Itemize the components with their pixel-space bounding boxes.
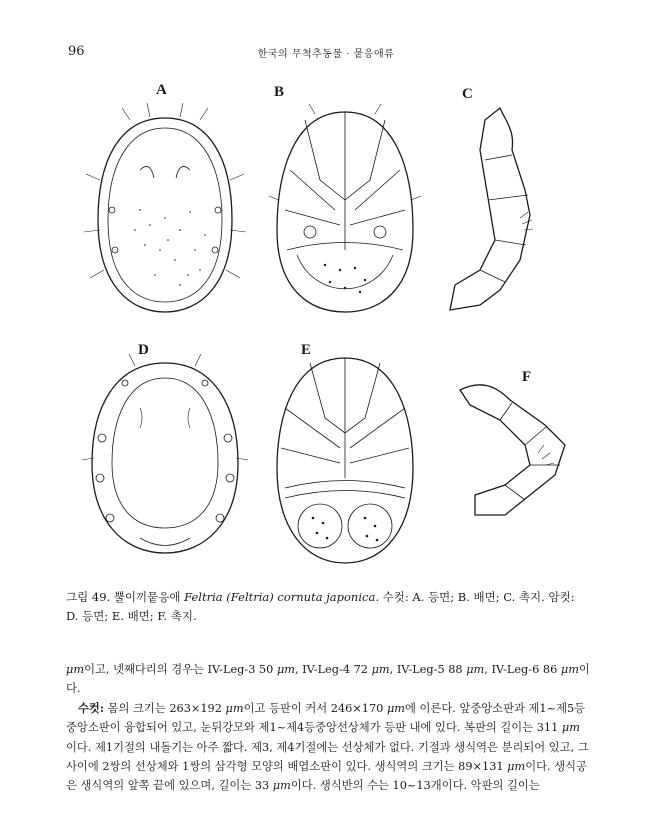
panel-label-f: F: [522, 369, 532, 385]
unit: μm: [561, 721, 580, 735]
caption-subgenus: (Feltria) cornuta japonica: [226, 590, 376, 604]
panel-d: [80, 342, 250, 573]
figure-f-palp-female: [450, 365, 580, 525]
text-span: , IV-Leg-6 86: [484, 663, 561, 676]
figure-c-palp-male: [440, 100, 550, 325]
panel-f: [450, 365, 580, 525]
panel-label-a: A: [156, 82, 167, 98]
unit: μm: [272, 779, 291, 793]
unit: μm: [225, 701, 244, 715]
text-span: 이다. 생식공은 생식역의 앞쪽 끝에 있으며, 길이는 33: [66, 760, 587, 793]
caption-genus: Feltria: [184, 590, 223, 604]
unit: μm: [466, 663, 485, 676]
caption-prefix: 그림 49. 뿔이끼뭍응애: [66, 590, 185, 604]
figure-caption: [66, 588, 586, 626]
panel-c: [440, 86, 550, 325]
text-span: 이다. 생식반의 수는 10~13개이다. 악판의 길이는: [290, 779, 540, 793]
text-span: , IV-Leg-4 72: [295, 663, 372, 676]
unit: μm: [560, 663, 579, 676]
panel-label-b: B: [274, 84, 285, 100]
panel-e: [265, 342, 425, 573]
panel-label-d: D: [138, 342, 149, 358]
panel-b: [265, 84, 425, 325]
unit: μm: [371, 663, 390, 676]
unit: μm: [507, 760, 526, 774]
male-label: 수컷:: [78, 700, 104, 715]
panel-a: [80, 82, 250, 325]
caption-suffix: . 수컷: A. 등면; B. 배면; C. 촉지. 암컷: D. 등면; E. 배면; F. 촉지.: [66, 590, 575, 623]
unit: μm: [386, 701, 406, 715]
text-span: 에 이른다. 앞중앙소판과 제1~제5등중앙소판이 융합되어 있고, 눈뒤강모와 제1~제4등중앙선상체가 등판 내에 있다. 복판의 길이는 311: [66, 701, 586, 735]
figure-e-ventral-female: [265, 348, 425, 573]
paragraph-legs: [66, 660, 590, 699]
unit: μm: [276, 663, 295, 676]
text-span: 몸의 크기는 263×192: [104, 701, 226, 715]
text-span: 이다. 제1기절의 내돌기는 아주 짧다. 제3, 제4기절에는 선상체가 없다. 기절과 생식역은 분리되어 있고, 그 사이에 2쌍의 선상체와 1쌍의 삼각형 모양의 배엽소판이 있다. 생식역의 크기는 89×131: [66, 740, 589, 774]
figure-a-dorsal-male: [80, 100, 250, 325]
panel-label-c: C: [462, 86, 473, 102]
text-span: 이고 등판이 커서 246×170: [243, 701, 387, 715]
text-span: 이고, 넷째다리의 경우는 IV-Leg-3 50: [84, 663, 277, 676]
figure-d-dorsal-female: [80, 348, 250, 573]
page-number: 96: [68, 44, 85, 59]
figure-b-ventral-male: [265, 100, 425, 325]
unit: μm: [66, 663, 85, 676]
text-span: 이다.: [66, 663, 590, 696]
paragraph-male: [66, 699, 590, 796]
body-text: [66, 660, 590, 796]
panel-label-e: E: [301, 342, 312, 358]
running-head: 한국의 무척추동물 · 뭍응애류: [257, 49, 395, 60]
text-span: , IV-Leg-5 88: [389, 663, 467, 676]
